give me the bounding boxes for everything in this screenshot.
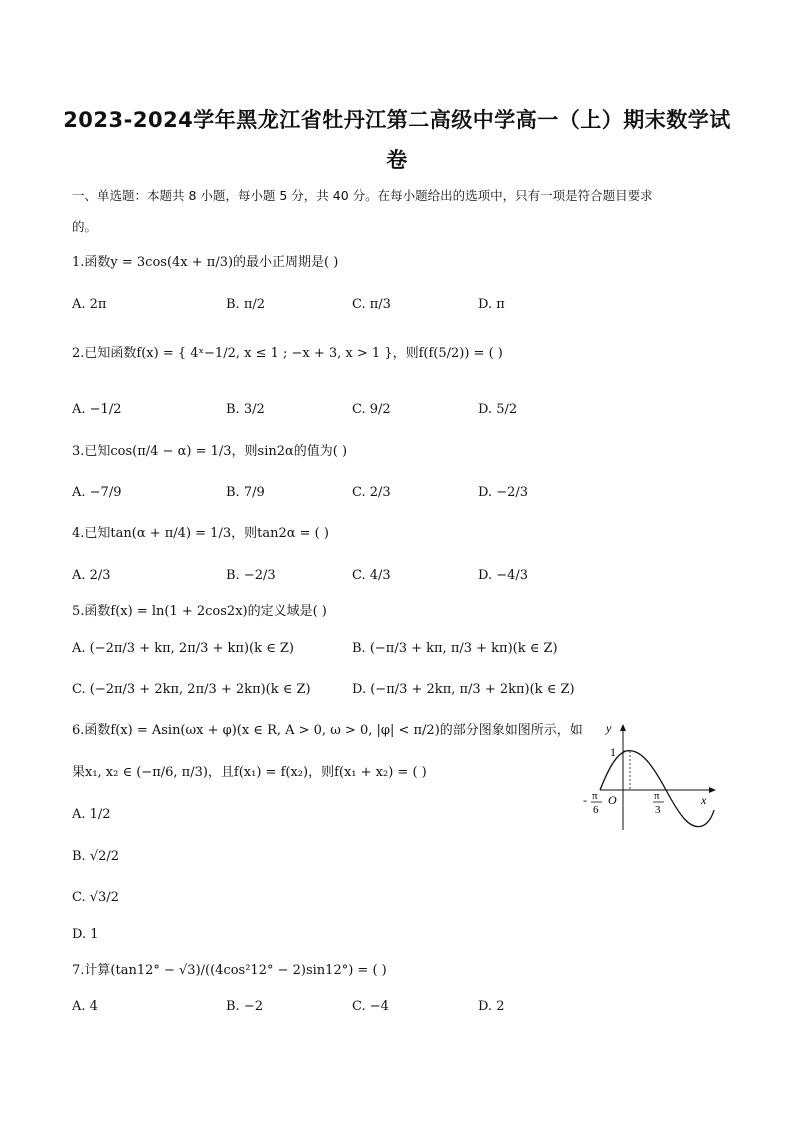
question-7-option-b: B. −2 (226, 999, 263, 1014)
question-1-option-c: C. π/3 (352, 297, 391, 312)
question-6-stem-line1: 6.函数f(x) = Asin(ωx + φ)(x ∈ R, A > 0, ω > 0, |φ| < π/2)的部分图象如图所示，如 (72, 723, 583, 738)
question-2-option-a: A. −1/2 (72, 402, 122, 417)
question-5-option-b: B. (−π/3 + kπ, π/3 + kπ)(k ∈ Z) (352, 641, 558, 656)
question-4-option-d: D. −4/3 (478, 568, 529, 583)
question-6-option-a: A. 1/2 (72, 807, 111, 822)
graph-y-arrow-icon (620, 724, 626, 731)
question-2-option-d: D. 5/2 (478, 402, 518, 417)
question-3-option-a: A. −7/9 (72, 485, 122, 500)
question-6-option-d: D. 1 (72, 927, 99, 942)
graph-pi-left-label: π (592, 790, 598, 802)
question-2-option-b: B. 3/2 (226, 402, 265, 417)
graph-neg-sign: - (583, 793, 587, 807)
question-7-option-d: D. 2 (478, 999, 505, 1014)
exam-title-line2: 卷 (386, 148, 408, 172)
question-1-option-a: A. 2π (72, 297, 107, 312)
question-6-option-b: B. √2/2 (72, 849, 120, 864)
question-3-option-b: B. 7/9 (226, 485, 265, 500)
graph-origin-label: O (608, 793, 617, 807)
question-5-option-c: C. (−2π/3 + 2kπ, 2π/3 + 2kπ)(k ∈ Z) (72, 682, 311, 697)
question-7-stem: 7.计算(tan12° − √3)/((4cos²12° − 2)sin12°) = ( ) (72, 963, 387, 978)
graph-x-label: x (701, 793, 707, 807)
question-3-stem: 3.已知cos(π/4 − α) = 1/3，则sin2α的值为( ) (72, 444, 348, 459)
question-3-option-d: D. −2/3 (478, 485, 529, 500)
question-4-option-b: B. −2/3 (226, 568, 276, 583)
question-1-option-b: B. π/2 (226, 297, 266, 312)
question-5-option-a: A. (−2π/3 + kπ, 2π/3 + kπ)(k ∈ Z) (72, 641, 294, 656)
question-2-option-c: C. 9/2 (352, 402, 391, 417)
question-1-stem: 1.函数y = 3cos(4x + π/3)的最小正周期是( ) (72, 255, 339, 270)
graph-three-label: 3 (655, 804, 661, 816)
graph-pi-right-label: π (654, 790, 660, 802)
question-4-stem: 4.已知tan(α + π/4) = 1/3，则tan2α = ( ) (72, 526, 329, 541)
question-2-stem: 2.已知函数f(x) = { 4ˣ−1/2, x ≤ 1 ; −x + 3, x > 1 }，则f(f(5/2)) = ( ) (72, 346, 503, 361)
exam-title-line1: 2023-2024学年黑龙江省牡丹江第二高级中学高一（上）期末数学试 (63, 108, 731, 132)
graph-one-label: 1 (610, 745, 616, 759)
question-7-option-c: C. −4 (352, 999, 389, 1014)
graph-six-label: 6 (593, 804, 599, 816)
sine-graph-figure (582, 718, 722, 834)
section-instructions-line2: 的。 (72, 219, 98, 234)
question-6-stem-line2: 果x₁, x₂ ∈ (−π/6, π/3)，且f(x₁) = f(x₂)，则f(x₁ + x₂) = ( ) (72, 765, 427, 780)
section-instructions-line1: 一、单选题：本题共 8 小题，每小题 5 分，共 40 分。在每小题给出的选项中，只有一项是符合题目要求 (72, 188, 653, 203)
graph-x-arrow-icon (709, 787, 716, 793)
question-3-option-c: C. 2/3 (352, 485, 391, 500)
question-1-option-d: D. π (478, 297, 505, 312)
question-6-option-c: C. √3/2 (72, 890, 119, 905)
question-5-option-d: D. (−π/3 + 2kπ, π/3 + 2kπ)(k ∈ Z) (352, 682, 575, 697)
graph-y-label: y (606, 721, 612, 735)
question-4-option-c: C. 4/3 (352, 568, 391, 583)
question-4-option-a: A. 2/3 (72, 568, 111, 583)
question-7-option-a: A. 4 (72, 999, 98, 1014)
question-5-stem: 5.函数f(x) = ln(1 + 2cos2x)的定义域是( ) (72, 604, 327, 619)
